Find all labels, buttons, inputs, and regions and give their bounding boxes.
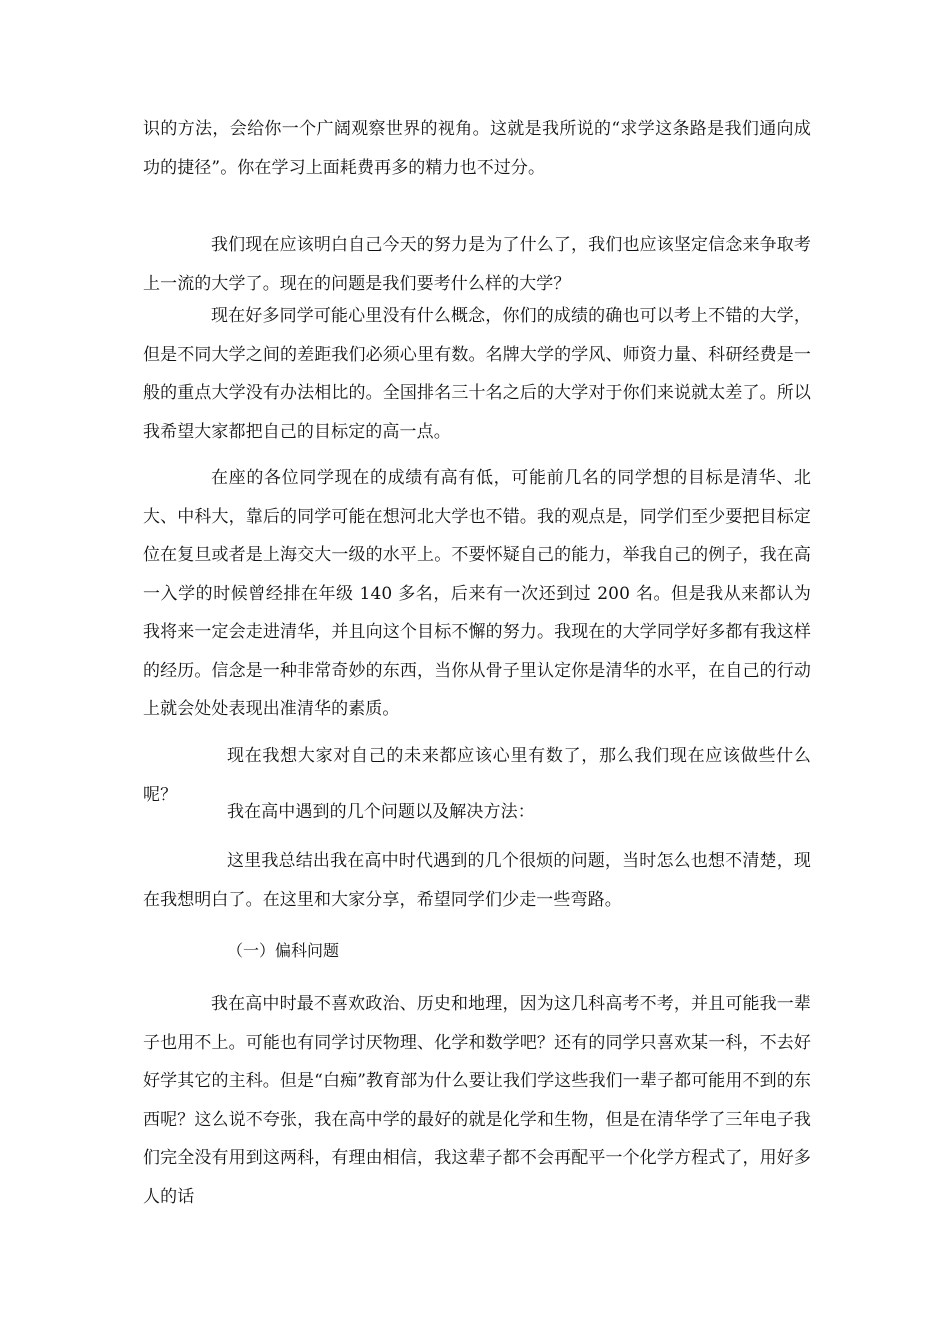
paragraph-6: 我在高中遇到的几个问题以及解决方法： <box>227 802 535 822</box>
paragraph-3: 现在好多同学可能心里没有什么概念，你们的成绩的确也可以考上不错的大学，但是不同大学之间的差距我们必须心里有数。名牌大学的学风、师资力量、科研经费是一般的重点大学没有办法相比的。全国排名三十名之后的大学对于你们来说就太差了。所以我希望大家都把自己的目标定的高一点。 <box>143 306 811 442</box>
paragraph-8: 我在高中时最不喜欢政治、历史和地理，因为这几科高考不考，并且可能我一辈子也用不上。可能也有同学讨厌物理、化学和数学吧？还有的同学只喜欢某一科，不去好好学其它的主科。但是“白痴”教育部为什么要让我们学这些我们一辈子都可能用不到的东西呢？这么说不夸张，我在高中学的最好的就是化学和生物，但是在清华学了三年电子我们完全没有用到这两科，有理由相信，我这辈子都不会再配平一个化学方程式了，用好多人的话 <box>143 994 811 1207</box>
paragraph-2: 我们现在应该明白自己今天的努力是为了什么了，我们也应该坚定信念来争取考上一流的大学了。现在的问题是我们要考什么样的大学？ <box>143 235 811 294</box>
paragraph-1: 识的方法，会给你一个广阔观察世界的视角。这就是我所说的“求学这条路是我们通向成功的捷径”。你在学习上面耗费再多的精力也不过分。 <box>143 119 811 178</box>
paragraph-4: 在座的各位同学现在的成绩有高有低，可能前几名的同学想的目标是清华、北大、中科大，靠后的同学可能在想河北大学也不错。我的观点是，同学们至少要把目标定位在复旦或者是上海交大一级的水平上。不要怀疑自己的能力，举我自己的例子，我在高一入学的时候曾经排在年级 140 多名，后来有一次还到过 200 名。但是我从来都认为我将来一定会走进清华，并且向这个目标不懈的努力。我现在的大学同学好多都有我这样的经历。信念是一种非常奇妙的东西，当你从骨子里认定你是清华的水平，在自己的行动上就会处处表现出准清华的素质。 <box>143 468 811 719</box>
section-heading: （一）偏科问题 <box>227 941 340 960</box>
paragraph-7: 这里我总结出我在高中时代遇到的几个很烦的问题，当时怎么也想不清楚，现在我想明白了。在这里和大家分享，希望同学们少走一些弯路。 <box>143 851 811 910</box>
paragraph-5: 现在我想大家对自己的未来都应该心里有数了，那么我们现在应该做些什么呢？ <box>143 746 811 805</box>
